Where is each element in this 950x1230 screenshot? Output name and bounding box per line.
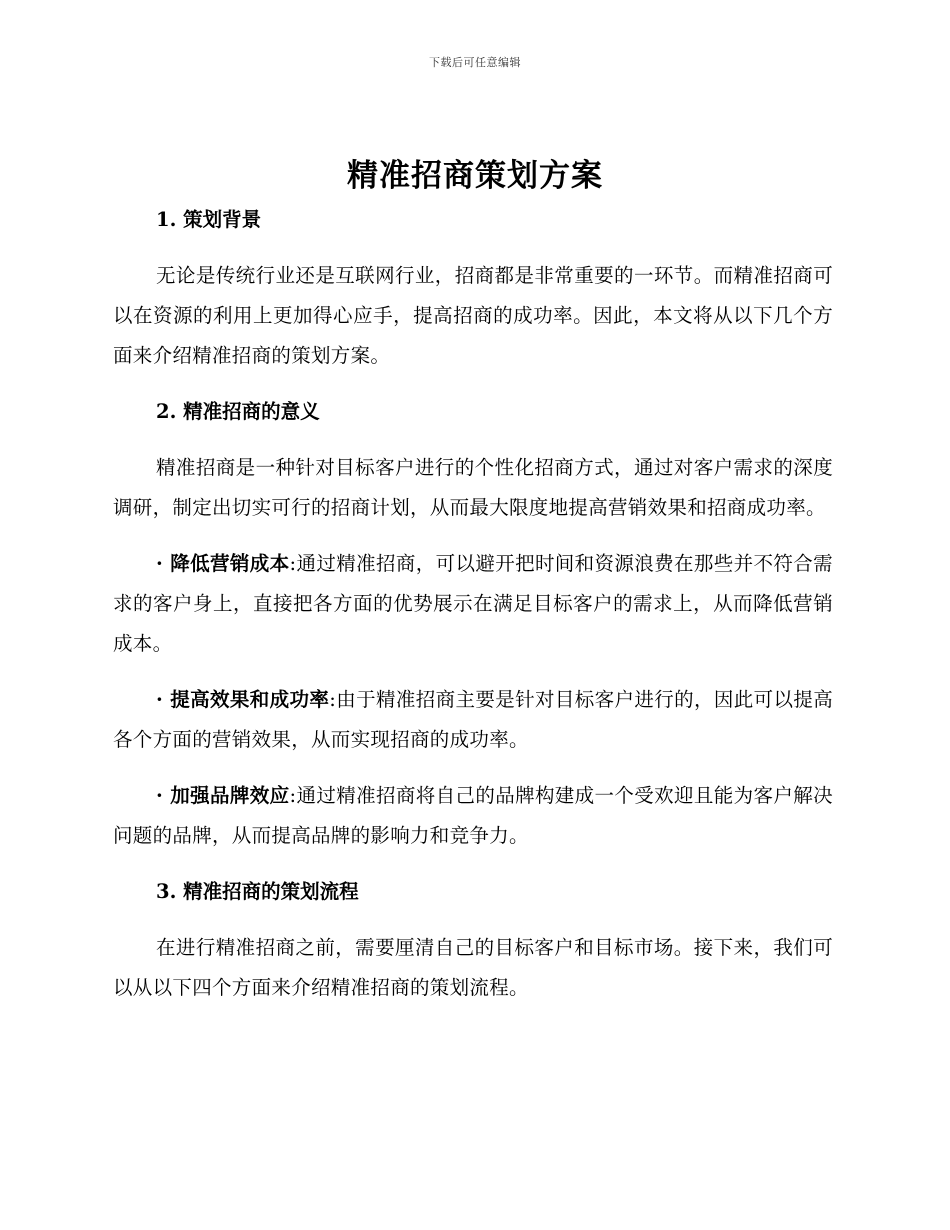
bullet-item-reduce-cost [113, 544, 833, 664]
section-paragraph-process: 在进行精准招商之前，需要厘清自己的目标客户和目标市场。接下来，我们可以从以下四个方面来介绍精准招商的策划流程。 [113, 936, 833, 999]
bullet-text-brand-effect: :通过精准招商将自己的品牌构建成一个受欢迎且能为客户解决问题的品牌，从而提高品牌的影响力和竞争力。 [113, 784, 833, 847]
bullet-lead-brand-effect: · 加强品牌效应 [156, 784, 290, 807]
section-paragraph-background: 无论是传统行业还是互联网行业，招商都是非常重要的一环节。而精准招商可以在资源的利用上更加得心应手，提高招商的成功率。因此，本文将从以下几个方面来介绍精准招商的策划方案。 [113, 264, 833, 367]
bullet-item-brand-effect [113, 776, 833, 856]
bullet-text-reduce-cost: :通过精准招商，可以避开把时间和资源浪费在那些并不符合需求的客户身上，直接把各方面的优势展示在满足目标客户的需求上，从而降低营销成本。 [113, 552, 833, 655]
section-paragraph-significance: 精准招商是一种针对目标客户进行的个性化招商方式，通过对客户需求的深度调研，制定出切实可行的招商计划，从而最大限度地提高营销效果和招商成功率。 [113, 456, 833, 519]
page-header-note: 下载后可任意编辑 [429, 56, 521, 69]
bullet-item-improve-success [113, 680, 833, 760]
document-body [113, 200, 833, 1008]
bullet-text-improve-success: :由于精准招商主要是针对目标客户进行的，因此可以提高各个方面的营销效果，从而实现招商的成功率。 [113, 688, 834, 751]
bullet-lead-reduce-cost: · 降低营销成本 [156, 552, 290, 575]
section-heading-background: 1. 策划背景 [156, 208, 262, 231]
bullet-lead-improve-success: · 提高效果和成功率 [156, 688, 330, 711]
section-heading-significance: 2. 精准招商的意义 [156, 400, 320, 423]
document-title: 精准招商策划方案 [347, 158, 603, 194]
section-heading-process: 3. 精准招商的策划流程 [156, 880, 359, 903]
